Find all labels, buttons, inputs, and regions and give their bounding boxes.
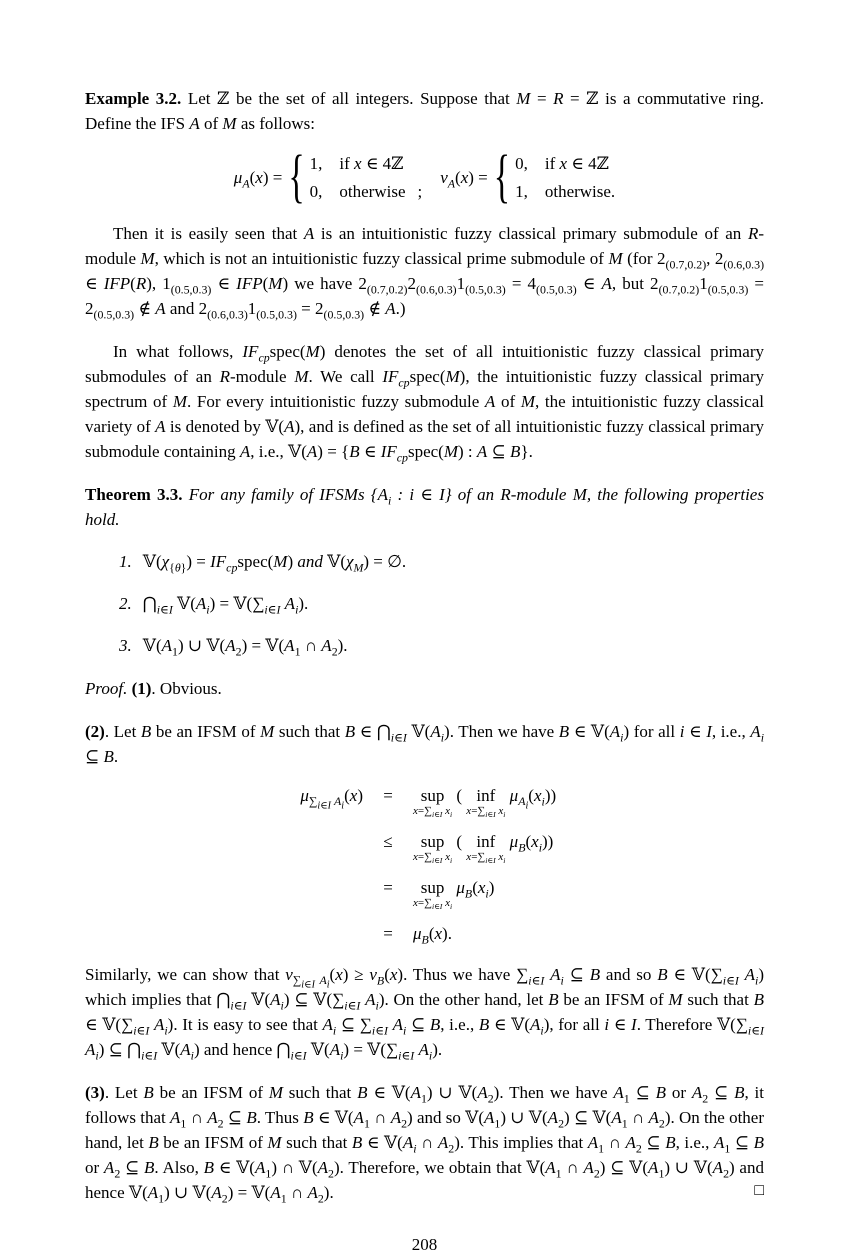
theorem-item-1 <box>85 549 764 574</box>
left-brace: { <box>493 144 511 209</box>
cases-equation <box>85 144 764 209</box>
relation-symbol: ≤ <box>383 832 393 851</box>
page-number: 208 <box>411 1235 438 1254</box>
theorem-item-3 <box>85 633 764 658</box>
item-number: 1. <box>119 552 132 571</box>
derivation-rhs: sup $x=\sum_{i\in I}$ $x_i$ $\mu_B(x_i)$ <box>413 878 495 912</box>
theorem-paragraph <box>85 482 764 532</box>
item-body: $⋂_{i\in I}$ $𝕍(A_i)$ = $𝕍(\sum_{i\in I}$ $A_i$). <box>142 594 309 617</box>
derivation-align-block <box>85 783 764 946</box>
theorem-item-2 <box>85 591 764 616</box>
derivation-row-3 <box>233 875 764 910</box>
derivation-rhs: $\mu_B(x)$. <box>413 924 452 947</box>
qed-box-icon: □ <box>754 1182 764 1199</box>
relation-symbol: = <box>383 786 393 805</box>
theorem-item-list <box>85 549 764 658</box>
example-body: Let ℤ be the set of all integers. Suppose that M = R = ℤ is a commutative ring. Define the IFS A of M as follows: <box>85 89 764 133</box>
proof-step-1: (1). Obvious. <box>131 679 222 698</box>
derivation-row-1 <box>233 783 764 818</box>
proof-step-2-conclusion: Similarly, we can show that $\nu_{\sum_{i\in I} A_i}(x) \ge \nu_B(x)$. Thus we have $\sum_{i\in I}$ $A_i$ ⊆ B and so B ∈ $𝕍(\sum_{i\in I}$ $A_i$) which implies that $⋂_{i\in I}$ $𝕍(A_i)$ ⊆ $𝕍(\sum_{i\in I}$ $A_i$). On the other hand, let B be an IFSM of M such that B ∈ $𝕍(\sum_{i\in I}$ $A_i$). It is easy to see that $A_i$ ⊆ $\sum_{i\in I}$ $A_i$ ⊆ B, i.e., B ∈ $𝕍(A_i)$, for all i ∈ I. Therefore $𝕍(\sum_{i\in I}$ $A_i$) ⊆ $⋂_{i\in I}$ $𝕍(A_i)$ and hence $⋂_{i\in I}$ $𝕍(A_i)$ = $𝕍(\sum_{i\in I}$ $A_i$). <box>85 965 765 1063</box>
item-number: 2. <box>119 594 132 613</box>
paragraph-then-easily-seen: Then it is easily seen that A is an intuitionistic fuzzy classical primary submodule of an R-module M, which is not an intuitionistic fuzzy classical prime submodule of M (for $2_{(0.7,0.2)}$, $2_{(0.6,0.3)}$ ∈ IFP(R), $1_{(0.5,0.3)}$ ∈ IFP(M) we have $2_{(0.7,0.2)}2_{(0.6,0.3)}1_{(0.5,0.3)} = 4_{(0.5,0.3)}$ ∈ A, but $2_{(0.7,0.2)}1_{(0.5,0.3)} = 2_{(0.5,0.3)}$ ∉ A and $2_{(0.6,0.3)}1_{(0.5,0.3)} = 2_{(0.5,0.3)}$ ∉ A.) <box>85 224 765 322</box>
mu-case-rows <box>310 151 406 204</box>
proof-paragraph <box>85 676 764 701</box>
paragraph-in-what-follows: In what follows, $IF_{cp}spec(M)$ denotes the set of all intuitionistic fuzzy classical primary submodules of an R-module M. We call $IF_{cp}spec(M)$, the intuitionistic fuzzy classical primary spectrum of M. For every intuitionistic fuzzy submodule A of M, the intuitionistic fuzzy classical variety of A is denoted by 𝕍(A), and is defined as the set of all intuitionistic fuzzy classical primary submodule containing A, i.e., 𝕍(A) = {B ∈ $IF_{cp}spec(M)$ : A ⊆ B}. <box>85 342 764 465</box>
mu-lhs: $\mu_A(x)$ = <box>233 168 283 191</box>
derivation-row-4 <box>233 921 764 946</box>
proof-label: Proof. <box>85 679 128 698</box>
theorem-body: For any family of IFSMs {$A_i$ : i ∈ I} of an R-module M, the following properties hold. <box>85 485 764 529</box>
example-label: Example 3.2. <box>85 89 182 108</box>
example-paragraph <box>85 86 764 136</box>
derivation-rhs: sup $x=\sum_{i\in I}$ $x_i$ ( inf $x=\sum_{i\in I}$ $x_i$ $\mu_{A_i}(x_i)$) <box>413 786 557 820</box>
mu-case-row-2: 0, otherwise <box>309 182 406 201</box>
nu-case-rows <box>515 151 615 204</box>
nu-case-definition <box>440 144 616 209</box>
mu-case-row-1: 1, if x ∈ 4ℤ <box>309 154 404 173</box>
nu-lhs: $\nu_A(x)$ = <box>440 168 488 191</box>
mu-case-definition <box>233 144 406 209</box>
theorem-label: Theorem 3.3. <box>85 485 183 504</box>
proof-step-2-intro: (2). Let B be an IFSM of M such that B ∈ $⋂_{i\in I}$ $𝕍(A_i)$. Then we have B ∈ $𝕍(A_i)$ for all i ∈ I, i.e., $A_i$ ⊆ B. <box>85 722 764 766</box>
relation-symbol: = <box>383 924 393 943</box>
derivation-row-2 <box>233 829 764 864</box>
proof-step-3 <box>85 1080 764 1205</box>
derivation-lhs: $\mu_{\sum_{i\in I} A_i}(x)$ <box>300 786 363 812</box>
equation-separator: ; <box>417 182 423 201</box>
item-body: $𝕍(\chi_{\{\theta\}})$ = $IF_{cp}spec(M)$ and $𝕍(\chi_M)$ = ∅. <box>142 552 407 575</box>
nu-case-row-2: 1, otherwise. <box>515 182 616 201</box>
proof-step-3-body: (3). Let B be an IFSM of M such that B ∈ $𝕍(A_1)$ ∪ $𝕍(A_2)$. Then we have $A_1$ ⊆ B or $A_2$ ⊆ B, it follows that $A_1$ ∩ $A_2$ ⊆ B. Thus B ∈ $𝕍(A_1$ ∩ $A_2$) and so $𝕍(A_1)$ ∪ $𝕍(A_2)$ ⊆ $𝕍(A_1$ ∩ $A_2$). On the other hand, let B be an IFSM of M such that B ∈ $𝕍(A_i$ ∩ $A_2$). This implies that $A_1$ ∩ $A_2$ ⊆ B, i.e., $A_1$ ⊆ B or $A_2$ ⊆ B. Also, B ∈ $𝕍(A_1)$ ∩ $𝕍(A_2)$. Therefore, we obtain that $𝕍(A_1$ ∩ $A_2$) ⊆ $𝕍(A_1)$ ∪ $𝕍(A_2)$ and hence $𝕍(A_1)$ ∪ $𝕍(A_2)$ = $𝕍(A_1$ ∩ $A_2$). <box>85 1083 765 1206</box>
relation-symbol: = <box>383 878 393 897</box>
item-number: 3. <box>119 636 132 655</box>
left-brace: { <box>288 144 305 209</box>
item-body: $𝕍(A_1)$ ∪ $𝕍(A_2)$ = $𝕍(A_1$ ∩ $A_2$). <box>142 636 348 659</box>
nu-case-row-1: 0, if x ∈ 4ℤ <box>515 154 610 173</box>
derivation-rhs: sup $x=\sum_{i\in I}$ $x_i$ ( inf $x=\sum_{i\in I}$ $x_i$ $\mu_B(x_i)$) <box>413 832 554 866</box>
